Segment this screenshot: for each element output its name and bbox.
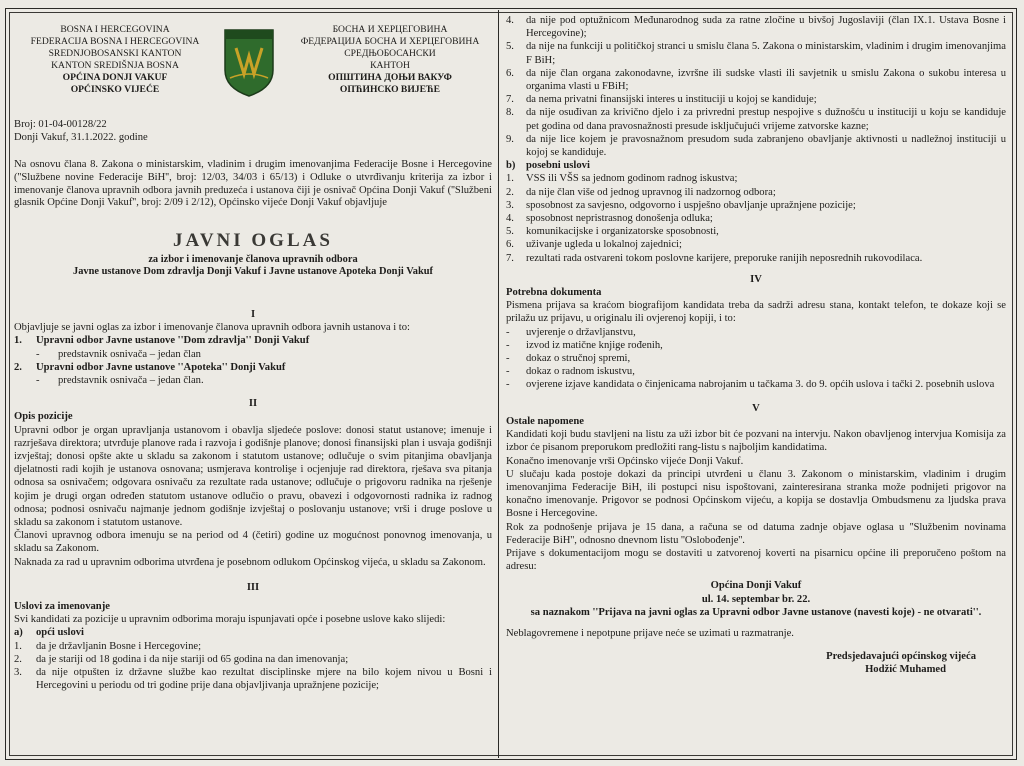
list-text: dokaz o radnom iskustvu,	[526, 366, 635, 378]
list-number: 3.	[506, 199, 514, 211]
list-item	[14, 626, 492, 639]
list-item	[14, 640, 492, 653]
list-text: Upravni odbor Javne ustanove ''Dom zdravlja'' Donji Vakuf	[36, 335, 310, 347]
section-lead: Objavljuje se javni oglas za izbor i imenovanje članova upravnih odbora javnih ustanova i to:	[14, 322, 410, 334]
section-paragraph: U slučaju kada postoje dokazi da principi utvrđeni u članu 3. Zakonom o ministarskim, vladinim i drugim imenovanjima Federacije BiH, ili postupci nisu ispoštovani, zainteresirana stranka može podnijeti prigovor na konačno imenovanje. Prigovor se podnosi Općinskom vijeću, a kopija se dostavlja Ombudsmenu za ljudska prava Bosne i Hercegovine.	[506, 468, 1006, 520]
list-item	[14, 653, 492, 666]
list-bullet: -	[36, 348, 40, 360]
list-text: posebni uslovi	[526, 160, 590, 172]
list-item	[506, 159, 1006, 172]
list-item	[506, 67, 1006, 93]
header-latin-line: OPĆINA DONJI VAKUF	[62, 72, 168, 83]
list-item	[506, 365, 1006, 378]
section-paragraph: Članovi upravnog odbora imenuju se na period od 4 (četiri) godine uz mogućnost ponovnog imenovanja, u skladu sa Zakonom.	[14, 530, 492, 555]
list-text: da nije osuđivan za krivično djelo i za privredni prestup nespojive s dužnošću u instituciji u koju se kandiduje pet godina od dana pravosnažnosti presude isključujući vrijeme zatvorske kazne;	[526, 107, 1006, 132]
list-number: 7.	[506, 94, 514, 106]
list-text: Upravni odbor Javne ustanove ''Apoteka'' Donji Vakuf	[36, 361, 286, 373]
list-item	[14, 361, 492, 374]
section-paragraph: Rok za podnošenje prijava je 15 dana, a računa se od datuma zadnje objave oglasa u ''Službenim novinama Federacije BiH'', odnosno dnevnom listu ''Oslobođenje''.	[506, 521, 1006, 546]
section-paragraph: Naknada za rad u upravnim odborima utvrđena je posebnom odlukom Općinskog vijeća, u skladu sa Zakonom.	[14, 556, 486, 568]
list-number: 8.	[506, 107, 514, 119]
list-number: 4.	[506, 15, 514, 26]
list-bullet: -	[36, 375, 40, 387]
list-bullet: -	[506, 326, 510, 338]
section-paragraph: Konačno imenovanje vrši Općinsko vijeće Donji Vakuf.	[506, 455, 744, 467]
section-number: IV	[750, 273, 762, 285]
notice-title: JAVNI OGLAS	[173, 230, 333, 251]
signature-name: Hodžić Muhamed	[865, 664, 946, 676]
header-latin-line: SREDNJOBOSANSKI KANTON	[48, 48, 182, 59]
list-number: 9.	[506, 133, 514, 145]
list-item	[506, 339, 1006, 352]
list-item	[506, 238, 1006, 251]
list-text: sposobnost za savjesno, odgovorno i uspješno obavljanje upražnjene pozicije;	[526, 199, 856, 211]
list-text: da je državljanin Bosne i Hercegovine;	[36, 640, 202, 652]
list-text: predstavnik osnivača – jedan član.	[58, 375, 204, 387]
list-item	[14, 334, 492, 347]
list-text: ovjerene izjave kandidata o činjenicama nabrojanim u tačkama 3. do 9. općih uslova i tački 2. posebnih uslova	[526, 379, 995, 391]
document-meta	[14, 118, 148, 144]
list-item	[506, 40, 1006, 66]
list-text: rezultati rada ostvareni tokom poslovne karijere, preporuke ranijih neposrednih rukovodilaca.	[526, 252, 923, 264]
list-text: VSS ili VŠS sa jednom godinom radnog iskustva;	[526, 173, 738, 185]
list-number: 1.	[506, 173, 514, 185]
list-item	[506, 225, 1006, 238]
list-item	[14, 666, 492, 692]
address-line: Općina Donji Vakuf	[710, 580, 802, 592]
list-text: opći uslovi	[36, 627, 84, 639]
list-bullet: -	[506, 353, 510, 365]
list-number: 5.	[506, 226, 514, 238]
list-number: b)	[506, 160, 516, 172]
list-text: da nije pod optužnicom Međunarodnog suda za ratne zločine u bivšoj Jugoslaviji (član IX.1. Ustava Bosne i Hercegovine);	[526, 15, 1006, 40]
list-item	[506, 252, 1006, 265]
section-number: II	[248, 398, 258, 410]
header-latin	[20, 24, 210, 96]
section-number: III	[246, 581, 260, 593]
document-date: Donji Vakuf, 31.1.2022. godine	[14, 132, 148, 143]
section-title: Opis pozicije	[14, 411, 73, 423]
list-number: 5.	[506, 41, 514, 53]
list-text: izvod iz matične knjige rođenih,	[526, 339, 663, 351]
list-number: 2.	[506, 186, 514, 198]
list-item	[506, 14, 1006, 40]
header-cyrillic-line: ОПЋИНСКО ВИЈЕЋЕ	[339, 84, 441, 95]
header-latin-line: FEDERACIJA BOSNA I HERCEGOVINA	[30, 36, 200, 47]
address-line: sa naznakom ''Prijava na javni oglas za Upravni odbor Javne ustanove (navesti koje) - ne otvarati''.	[530, 606, 982, 618]
section-title: Uslovi za imenovanje	[14, 601, 110, 613]
list-text: sposobnost nepristrasnog donošenja odluka;	[526, 213, 713, 225]
list-item	[506, 378, 1006, 391]
intro-paragraph: Na osnovu člana 8. Zakona o ministarskim, vladinim i drugim imenovanjima Federacije Bosne i Hercegovine (''Službene novine Federacije BiH'', broj: 12/03, 34/03 i 65/13) i Odluke o utvrđivanju kriterija za izbor i imenovanje članova upravnih odbora javnih preduzeća i ustanova čiji je osnivač Općina Donji Vakuf (''Službeni glasnik Općine Donji Vakuf'', broj: 2/09 i 2/12), Općinsko vijeće Donji Vakuf objavljuje	[14, 159, 492, 209]
list-text: predstavnik osnivača – jedan član	[58, 348, 201, 360]
header-latin-line: BOSNA I HERCEGOVINA	[60, 24, 170, 35]
list-text: uživanje ugleda u lokalnoj zajednici;	[526, 239, 682, 251]
header-latin-line: OPĆINSKO VIJEĆE	[70, 84, 160, 95]
list-item	[14, 374, 492, 387]
notice-subtitle-line: za izbor i imenovanje članova upravnih odbora	[148, 254, 358, 265]
list-text: da nije član organa zakonodavne, izvršne ili sudske vlasti ili savjetnik u smislu Zakona o sukobu interesa u organima vlasti u FBiH;	[526, 67, 1006, 93]
section-title: Potrebna dokumenta	[506, 287, 602, 299]
list-text: dokaz o stručnoj spremi,	[526, 353, 631, 365]
section-paragraph: Prijave s dokumentacijom mogu se dostaviti u zatvorenoj koverti na pisarnicu općine ili preporučeno poštom na adresu:	[506, 547, 1006, 573]
list-item	[506, 352, 1006, 365]
notice-subtitle	[14, 254, 492, 279]
header-cyrillic-line: ОПШТИНА ДОЊИ ВАКУФ	[328, 72, 452, 83]
column-divider	[498, 10, 499, 758]
list-item	[506, 106, 1006, 132]
section-title: Ostale napomene	[506, 415, 584, 427]
list-number: 3.	[14, 667, 22, 679]
section-paragraph: Kandidati koji budu stavljeni na listu za uži izbor bit će pozvani na intervju. Nakon obavljenog intervjua Komisija za izbor će pisanom preporukom predložiti rang-listu s najboljim kandidatima.	[506, 429, 1006, 454]
list-item	[14, 348, 492, 361]
list-text: da nema privatni finansijski interes u instituciji u kojoj se kandiduje;	[526, 94, 817, 106]
list-item	[506, 93, 1006, 106]
list-number: 6.	[506, 67, 514, 79]
section-lead: Svi kandidati za pozicije u upravnim odborima moraju ispunjavati opće i posebne uslove kako slijedi:	[14, 614, 446, 626]
list-item	[506, 326, 1006, 339]
header-cyrillic-line: ФЕДЕРАЦИЈА БОСНА И ХЕРЦЕГОВИНА	[300, 36, 480, 47]
header-cyrillic-line: БОСНА И ХЕРЦЕГОВИНА	[332, 24, 448, 35]
list-number: 2.	[14, 361, 22, 373]
list-text: da nije na funkciji u političkoj stranci u smislu člana 5. Zakona o ministarskim, vladinim i drugim imenovanjima F BiH;	[526, 41, 1006, 66]
list-text: da nije otpušten iz državne službe kao rezultat disciplinske mjere na bilo kojem nivou u Bosni i Hercegovini u periodu od tri godine prije dana objavljivanja upražnjene pozicije;	[36, 667, 492, 692]
left-column	[14, 308, 492, 692]
right-column	[506, 14, 1006, 677]
list-number: 1.	[14, 640, 22, 652]
address-line: ul. 14. septembar br. 22.	[701, 593, 811, 605]
section-lead: Pismena prijava sa kraćom biografijom kandidata treba da sadrži adresu stana, kontakt telefon, te dokaze koji se prilažu uz prijavu, u originalu ili ovjerenoj kopiji, i to:	[506, 300, 1006, 325]
list-number: 7.	[506, 252, 514, 264]
list-bullet: -	[506, 379, 510, 391]
list-text: da nije član više od jednog upravnog ili nadzornog odbora;	[526, 186, 776, 198]
list-item	[506, 199, 1006, 212]
list-bullet: -	[506, 339, 510, 351]
section-paragraph: Upravni odbor je organ upravljanja ustanovom i obavlja sljedeće poslove: donosi statut ustanove; imenuje i razrješava direktora; utvrđuje planove rada i razvoja i godišnje planove; donosi finansijski plan i usvaja godišnji izvještaj; donosi opšte akte u skladu sa zakonom i statutom ustanove; odlučuje o svim pitanjima obavljanja djelatnosti radi kojih je ustanova osnovana; usmjerava kontrolişe i ocjenjuje rad direktora, rješava sva pitanja odnosa sa osnivačem; odgovara osnivaču za rezultate rada ustanove; odlučuje o prigovoru radnika na rješenje kojim je drugi organ određen statutom ustanove odlučio o pravu, obavezi i odgovornosti radnika iz radnog odnosa; podnosi osnivaču najmanje jednom godišnje izvještaj o poslovanju ustanove; vrši i druge poslove u skladu sa zakonom i statutom ustanove.	[14, 424, 492, 529]
list-number: a)	[14, 627, 23, 639]
header-cyrillic-line: КАНТОН	[370, 60, 410, 71]
list-text: uvjerenje o državljanstvu,	[526, 326, 636, 338]
list-number: 6.	[506, 239, 514, 251]
list-number: 1.	[14, 335, 22, 347]
municipality-crest-icon	[222, 26, 276, 98]
list-number: 4.	[506, 213, 514, 225]
notice-subtitle-line: Javne ustanove Dom zdravlja Donji Vakuf i Javne ustanove Apoteka Donji Vakuf	[73, 266, 433, 278]
list-item	[506, 172, 1006, 185]
section-number: V	[752, 402, 760, 414]
header-latin-line: KANTON SREDIŠNJA BOSNA	[51, 60, 179, 71]
list-text: da je stariji od 18 godina i da nije stariji od 65 godina na dan imenovanja;	[36, 653, 349, 665]
section-paragraph: Neblagovremene i nepotpune prijave neće se uzimati u razmatranje.	[506, 627, 794, 639]
section-number: I	[250, 309, 256, 320]
header-cyrillic-line: СРЕДЊОБОСАНСКИ	[344, 48, 436, 59]
list-text: da nije lice kojem je pravosnažnom presudom suda zabranjeno obavljanje aktivnosti u nadležnoj instituciji u kojoj se kandiduje.	[526, 133, 1006, 159]
list-number: 2.	[14, 653, 22, 665]
header-cyrillic	[290, 24, 490, 96]
list-item	[506, 186, 1006, 199]
list-bullet: -	[506, 366, 510, 378]
document-number: Broj: 01-04-00128/22	[14, 119, 107, 130]
signature-role: Predsjedavajući općinskog vijeća	[826, 651, 976, 663]
list-item	[506, 212, 1006, 225]
list-text: komunikacijske i organizatorske sposobnosti,	[526, 226, 719, 238]
list-item	[506, 133, 1006, 159]
